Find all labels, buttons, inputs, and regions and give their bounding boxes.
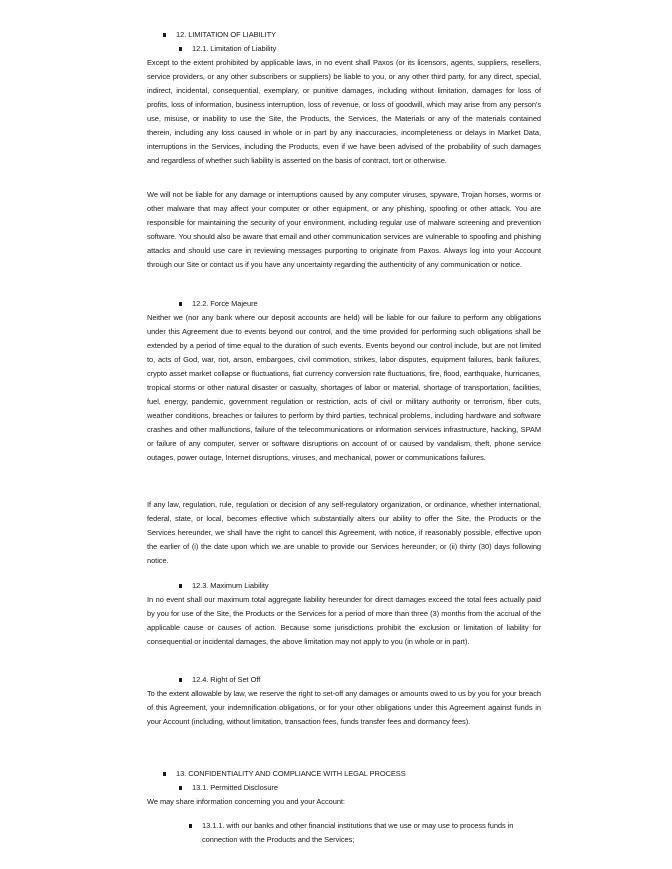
subsection-13-1-heading: 13.1. Permitted Disclosure [192, 781, 278, 795]
list-item-13-1-1: 13.1.1. with our banks and other financial institutions that we use or may use to process funds in connection with the Products and the Services; [202, 819, 542, 847]
paragraph-13-1-intro: We may share information concerning you and your Account: [147, 797, 345, 806]
paragraph-12-1-b: We will not be liable for any damage or interruptions caused by any computer viruses, spyware, Trojan horses, worms or other malware that may affect your computer or other equipment, or any phishing, spoofing or other attack. You are responsible for maintaining the security of your environment, including regular use of malware screening and prevention software. You should also be aware that email and other communication services are vulnerable to spoofing and phishing attacks and should use care in reviewing messages purporting to originate from Paxos. Always log into your Account through our Site or contact us if you have any uncertainty regarding the authenticity of any communication or notice. [147, 190, 541, 270]
subsection-12-4-heading: 12.4. Right of Set Off [192, 673, 260, 687]
section-12-heading: 12. LIMITATION OF LIABILITY [176, 28, 276, 42]
paragraph-12-1-a: Except to the extent prohibited by applicable laws, in no event shall Paxos (or its licensors, agents, suppliers, resellers, service providers, or any other subscribers or suppliers) be liable to you, or any other third party, for any direct, special, indirect, incidental, consequential, exemplary, or punitive damages, including without limitation, damages for loss of profits, loss of information, business interruption, loss of revenue, or loss of goodwill, which may arise from any person's use, misuse, or inability to use the Site, the Products, the Services, the Materials or any of the materials contained therein, including any loss caused in whole or in part by any inaccuracies, incompleteness or delays in Market Data, interruptions in the Services, including the Products, even if we have been advised of the probability of such damages and regardless of whether such liability is asserted on the basis of contract, tort or otherwise. [147, 58, 541, 166]
paragraph-12-2-b: If any law, regulation, rule, regulation or decision of any self-regulatory organization, or ordinance, whether international, federal, state, or local, becomes effective which substantially alters our ability to offer the Site, the Products or the Services hereunder, we shall have the right to cancel this Agreement, with notice, if reasonably possible, effective upon the earlier of (i) the date upon which we are unable to provide our Services hereunder; or (ii) thirty (30) days following notice. [147, 500, 541, 566]
paragraph-12-3: In no event shall our maximum total aggregate liability hereunder for direct damages exceed the total fees actually paid by you for use of the Site, the Products or the Services for a period of more than three (3) months from the accrual of the applicable cause or causes of action. Because some jurisdictions prohibit the exclusion or limitation of liability for consequential or incidental damages, the above limitation may not apply to you (in whole or in part). [147, 595, 541, 647]
paragraph-12-4: To the extent allowable by law, we reserve the right to set-off any damages or amounts owed to us by you for your breach of this Agreement, your indemnification obligations, or for your other obligations under this Agreement against funds in your Account (including, without limitation, transaction fees, funds transfer fees and dormancy fees). [147, 689, 541, 727]
subsection-12-1-heading: 12.1. Limitation of Liability [192, 42, 276, 56]
subsection-12-2-heading: 12.2. Force Majeure [192, 297, 258, 311]
paragraph-12-2-a: Neither we (nor any bank where our deposit accounts are held) will be liable for our failure to perform any obligations under this Agreement due to events beyond our control, and the time provided for performing such obligations shall be extended by a period of time equal to the duration of such events. Events beyond our control include, but are not limited to, acts of God, war, riot, arson, embargoes, civil commotion, strikes, labor disputes, equipment failures, bank failures, crypto asset market collapse or fluctuations, fiat currency conversion rate fluctuations, fire, flood, earthquake, hurricanes, tropical storms or other natural disaster or casualty, shortages of labor or material, shortage of transportation, facilities, fuel, energy, pandemic, government regulation or restriction, acts of civil or military authority or terrorism, fiber cuts, weather conditions, breaches or failures to perform by third parties, technical problems, including hardware and software crashes and other malfunctions, failure of the telecommunications or information services infrastructure, hacking, SPAM or failure of any computer, server or software disruptions on account of or caused by vandalism, theft, phone service outages, power outage, Internet disruptions, viruses, and mechanical, power or communications failures. [147, 313, 541, 463]
subsection-12-3-heading: 12.3. Maximum Liability [192, 579, 269, 593]
section-13-heading: 13. CONFIDENTIALITY AND COMPLIANCE WITH LEGAL PROCESS [176, 767, 406, 781]
